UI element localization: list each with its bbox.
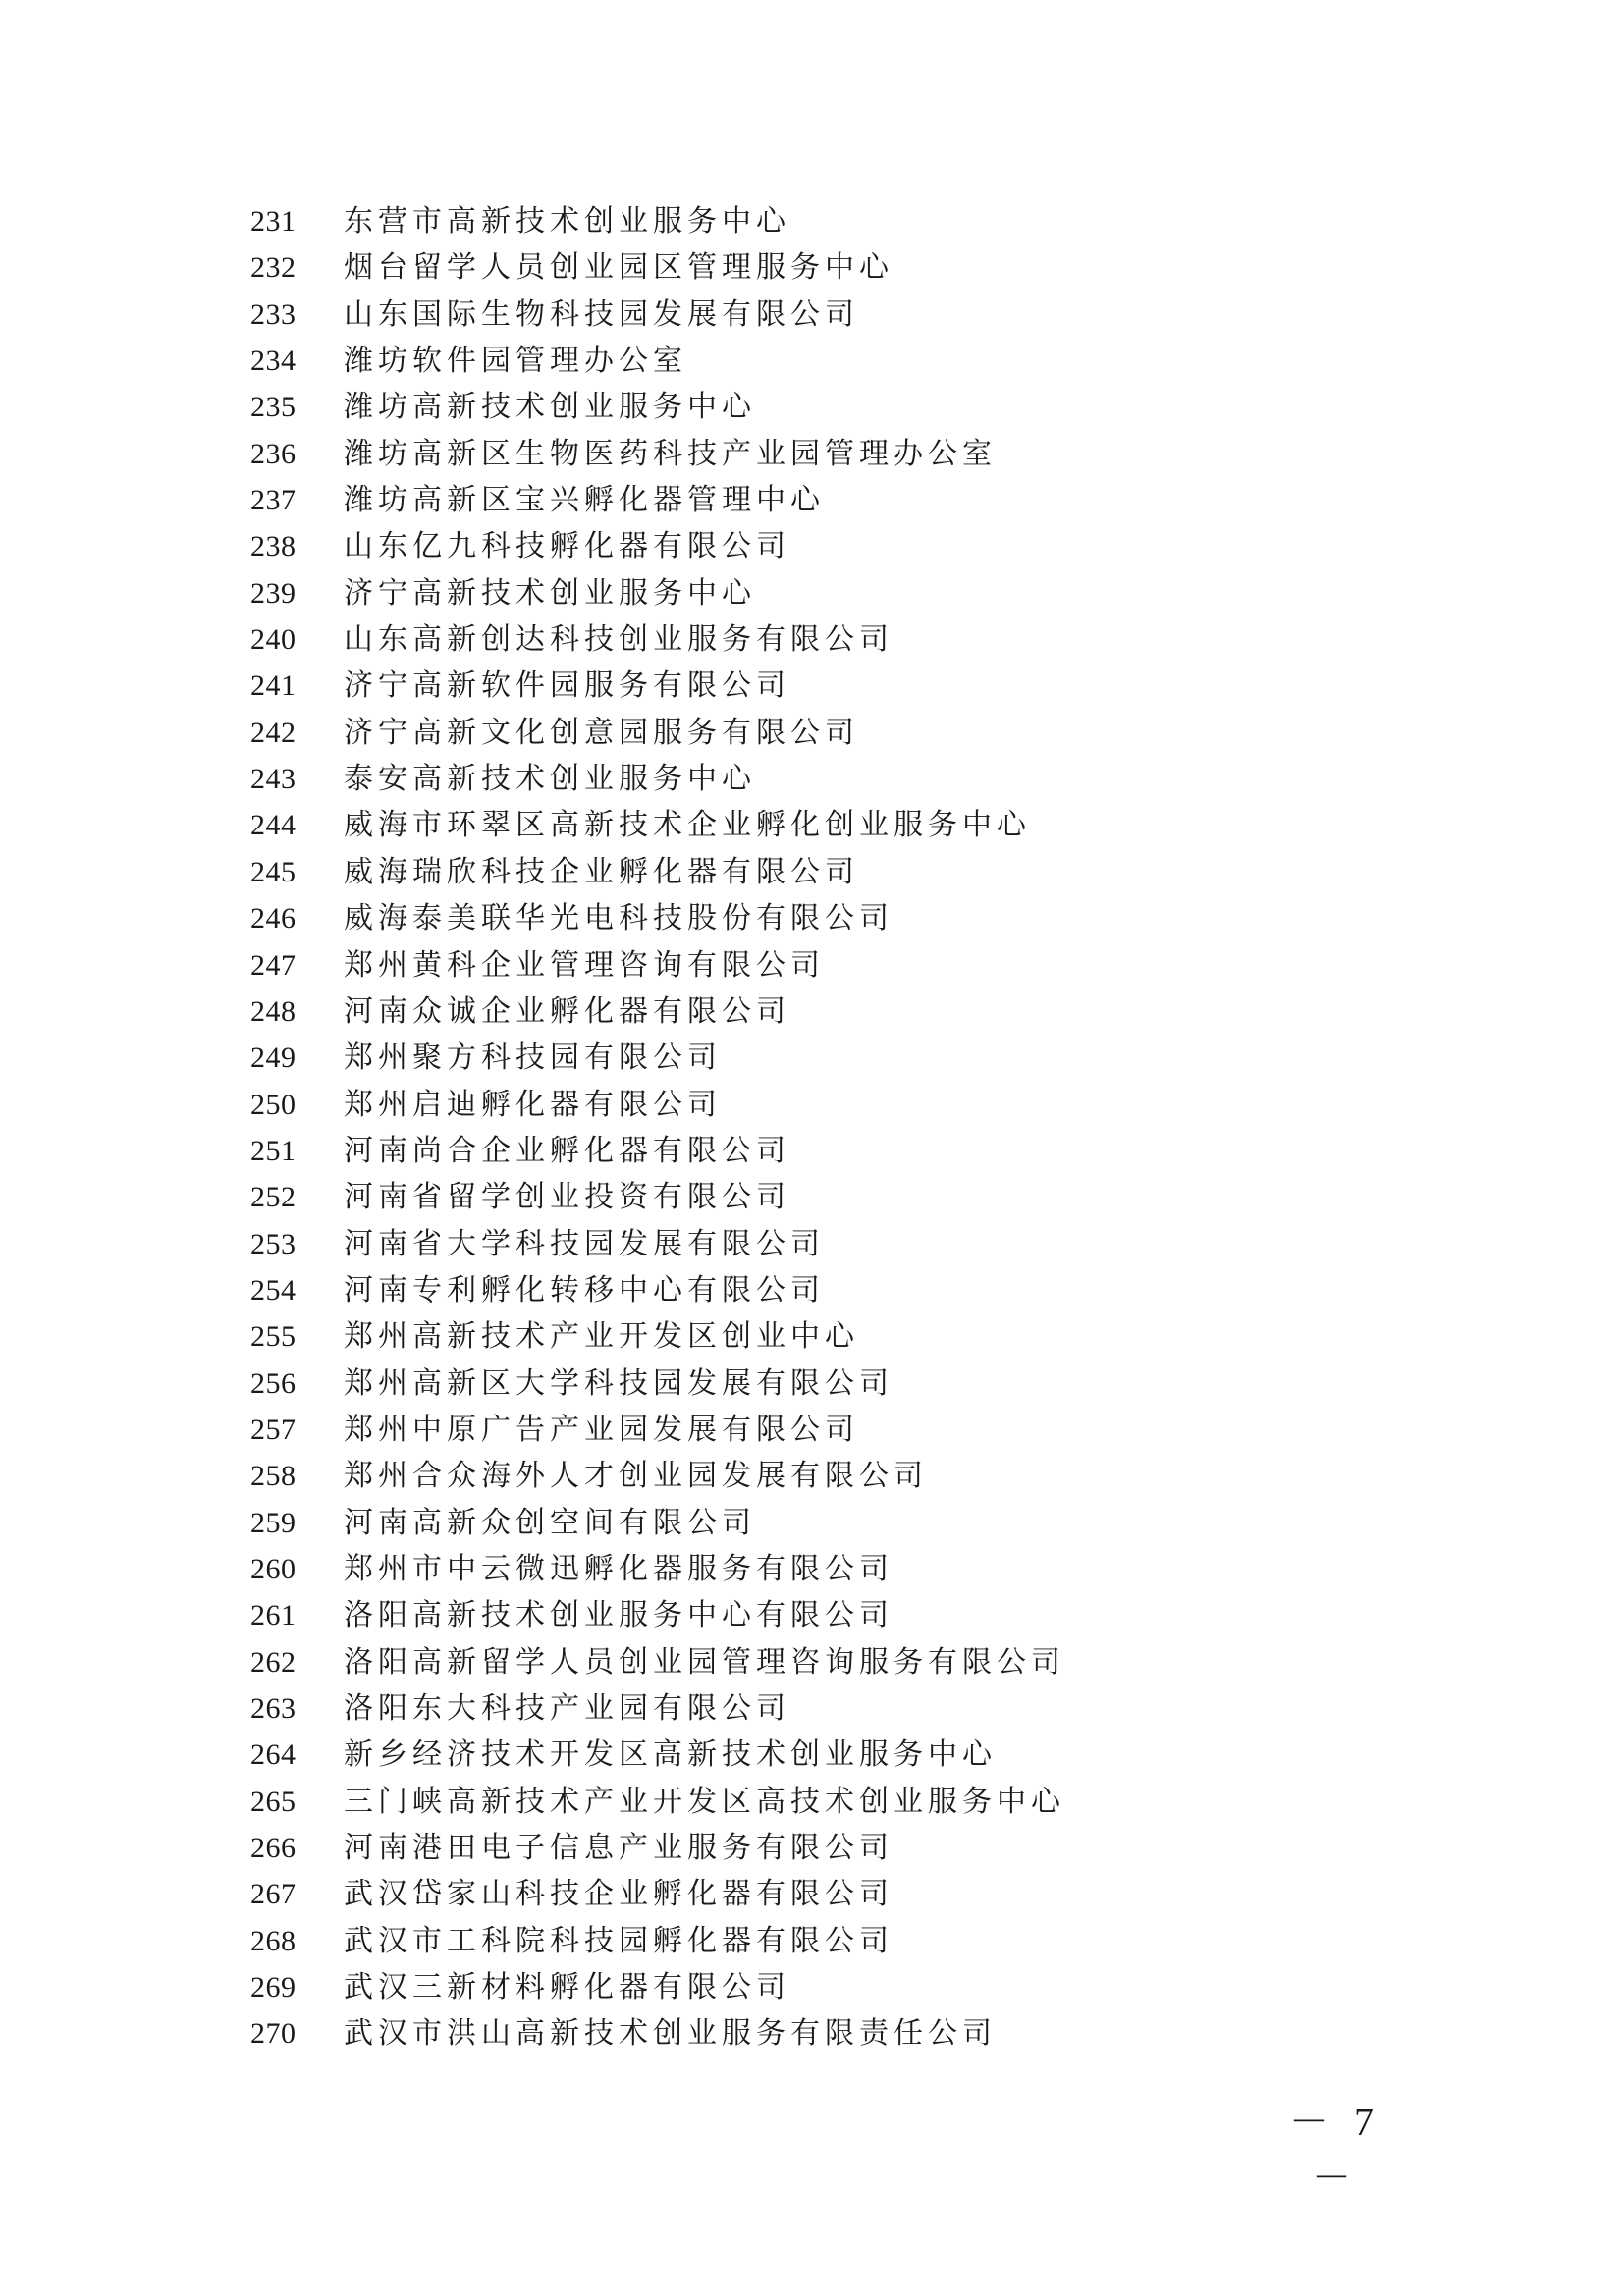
- entry-number: 239: [250, 576, 297, 610]
- entry-name: 山东国际生物科技园发展有限公司: [344, 296, 859, 332]
- entry-name: 河南专利孵化转移中心有限公司: [344, 1272, 825, 1308]
- list-item: [250, 616, 1429, 663]
- list-item: [250, 1732, 1429, 1778]
- entry-number: 254: [250, 1273, 297, 1307]
- list-item: [250, 1313, 1429, 1360]
- incubator-list: [250, 198, 1429, 2057]
- list-item: [250, 244, 1429, 291]
- list-item: [250, 1871, 1429, 1917]
- list-item: [250, 570, 1429, 616]
- list-item: [250, 523, 1429, 569]
- entry-number: 240: [250, 623, 297, 657]
- entry-name: 河南高新众创空间有限公司: [344, 1505, 756, 1540]
- entry-number: 269: [250, 1971, 297, 2004]
- entry-number: 250: [250, 1088, 297, 1121]
- entry-name: 郑州中原广告产业园发展有限公司: [344, 1412, 859, 1447]
- entry-name: 郑州高新技术产业开发区创业中心: [344, 1319, 859, 1355]
- entry-name: 山东亿九科技孵化器有限公司: [344, 529, 790, 564]
- entry-name: 河南尚合企业孵化器有限公司: [344, 1133, 790, 1168]
- entry-number: 263: [250, 1692, 297, 1725]
- list-item: [250, 477, 1429, 523]
- entry-number: 232: [250, 251, 297, 285]
- list-item: [250, 1592, 1429, 1638]
- entry-name: 河南众诚企业孵化器有限公司: [344, 993, 790, 1029]
- entry-name: 河南省大学科技园发展有限公司: [344, 1226, 825, 1261]
- list-item: [250, 1174, 1429, 1220]
- entry-name: 武汉岱家山科技企业孵化器有限公司: [344, 1877, 893, 1912]
- list-item: [250, 1685, 1429, 1732]
- list-item: [250, 1639, 1429, 1685]
- entry-number: 238: [250, 530, 297, 563]
- entry-name: 泰安高新技术创业服务中心: [344, 762, 756, 797]
- entry-number: 246: [250, 902, 297, 935]
- list-item: [250, 384, 1429, 430]
- list-item: [250, 710, 1429, 756]
- page-number: － 7 －: [1289, 2100, 1381, 2200]
- list-item: [250, 2010, 1429, 2056]
- entry-number: 267: [250, 1878, 297, 1911]
- list-item: [250, 849, 1429, 895]
- entry-name: 郑州启迪孵化器有限公司: [344, 1087, 722, 1122]
- entry-number: 266: [250, 1832, 297, 1865]
- entry-name: 郑州黄科企业管理咨询有限公司: [344, 947, 825, 983]
- entry-number: 252: [250, 1181, 297, 1214]
- entry-name: 潍坊软件园管理办公室: [344, 344, 687, 379]
- entry-number: 262: [250, 1645, 297, 1679]
- entry-number: 237: [250, 484, 297, 517]
- list-item: [250, 198, 1429, 244]
- list-item: [250, 1035, 1429, 1081]
- entry-number: 256: [250, 1366, 297, 1400]
- entry-number: 249: [250, 1041, 297, 1075]
- list-item: [250, 1546, 1429, 1592]
- list-item: [250, 988, 1429, 1035]
- entry-number: 236: [250, 437, 297, 470]
- list-item: [250, 1918, 1429, 1964]
- entry-number: 257: [250, 1413, 297, 1446]
- list-item: [250, 1128, 1429, 1174]
- entry-number: 242: [250, 716, 297, 749]
- entry-name: 河南省留学创业投资有限公司: [344, 1180, 790, 1215]
- entry-name: 山东高新创达科技创业服务有限公司: [344, 622, 893, 658]
- entry-name: 郑州合众海外人才创业园发展有限公司: [344, 1459, 928, 1494]
- entry-number: 260: [250, 1552, 297, 1585]
- entry-name: 郑州聚方科技园有限公司: [344, 1041, 722, 1076]
- entry-name: 潍坊高新技术创业服务中心: [344, 390, 756, 425]
- list-item: [250, 1964, 1429, 2010]
- entry-number: 235: [250, 391, 297, 424]
- list-item: [250, 1779, 1429, 1825]
- entry-name: 武汉三新材料孵化器有限公司: [344, 1970, 790, 2005]
- entry-name: 洛阳东大科技产业园有限公司: [344, 1691, 790, 1726]
- list-item: [250, 1221, 1429, 1267]
- entry-number: 248: [250, 994, 297, 1028]
- entry-number: 258: [250, 1460, 297, 1493]
- entry-name: 威海瑞欣科技企业孵化器有限公司: [344, 854, 859, 889]
- entry-number: 243: [250, 763, 297, 796]
- list-item: [250, 802, 1429, 848]
- entry-number: 245: [250, 855, 297, 888]
- list-item: [250, 1361, 1429, 1407]
- entry-name: 郑州市中云微迅孵化器服务有限公司: [344, 1551, 893, 1586]
- entry-number: 233: [250, 297, 297, 331]
- entry-name: 济宁高新文化创意园服务有限公司: [344, 715, 859, 750]
- entry-number: 244: [250, 809, 297, 842]
- entry-number: 268: [250, 1924, 297, 1957]
- entry-name: 威海市环翠区高新技术企业孵化创业服务中心: [344, 808, 1031, 843]
- entry-number: 270: [250, 2017, 297, 2051]
- entry-name: 洛阳高新技术创业服务中心有限公司: [344, 1598, 893, 1633]
- entry-number: 251: [250, 1134, 297, 1167]
- list-item: [250, 431, 1429, 477]
- list-item: [250, 663, 1429, 709]
- list-item: [250, 1825, 1429, 1871]
- entry-name: 新乡经济技术开发区高新技术创业服务中心: [344, 1737, 997, 1773]
- entry-number: 241: [250, 669, 297, 703]
- list-item: [250, 338, 1429, 384]
- entry-name: 潍坊高新区宝兴孵化器管理中心: [344, 483, 825, 518]
- entry-name: 威海泰美联华光电科技股份有限公司: [344, 901, 893, 936]
- entry-number: 234: [250, 345, 297, 378]
- entry-number: 231: [250, 205, 297, 238]
- list-item: [250, 1082, 1429, 1128]
- list-item: [250, 292, 1429, 338]
- entry-name: 济宁高新软件园服务有限公司: [344, 668, 790, 704]
- entry-name: 郑州高新区大学科技园发展有限公司: [344, 1365, 893, 1401]
- entry-number: 265: [250, 1785, 297, 1818]
- list-item: [250, 1267, 1429, 1313]
- list-item: [250, 1500, 1429, 1546]
- entry-number: 255: [250, 1320, 297, 1354]
- entry-name: 武汉市洪山高新技术创业服务有限责任公司: [344, 2016, 997, 2052]
- list-item: [250, 895, 1429, 941]
- entry-number: 259: [250, 1506, 297, 1539]
- entry-number: 253: [250, 1227, 297, 1260]
- list-item: [250, 1407, 1429, 1453]
- entry-name: 济宁高新技术创业服务中心: [344, 575, 756, 611]
- entry-name: 武汉市工科院科技园孵化器有限公司: [344, 1923, 893, 1958]
- entry-number: 247: [250, 948, 297, 982]
- entry-name: 三门峡高新技术产业开发区高技术创业服务中心: [344, 1784, 1065, 1819]
- entry-name: 河南港田电子信息产业服务有限公司: [344, 1831, 893, 1866]
- entry-number: 261: [250, 1599, 297, 1632]
- list-item: [250, 756, 1429, 802]
- list-item: [250, 942, 1429, 988]
- entry-name: 烟台留学人员创业园区管理服务中心: [344, 250, 893, 286]
- list-item: [250, 1453, 1429, 1499]
- entry-number: 264: [250, 1738, 297, 1772]
- entry-name: 潍坊高新区生物医药科技产业园管理办公室: [344, 436, 997, 471]
- entry-name: 东营市高新技术创业服务中心: [344, 204, 790, 239]
- entry-name: 洛阳高新留学人员创业园管理咨询服务有限公司: [344, 1644, 1065, 1680]
